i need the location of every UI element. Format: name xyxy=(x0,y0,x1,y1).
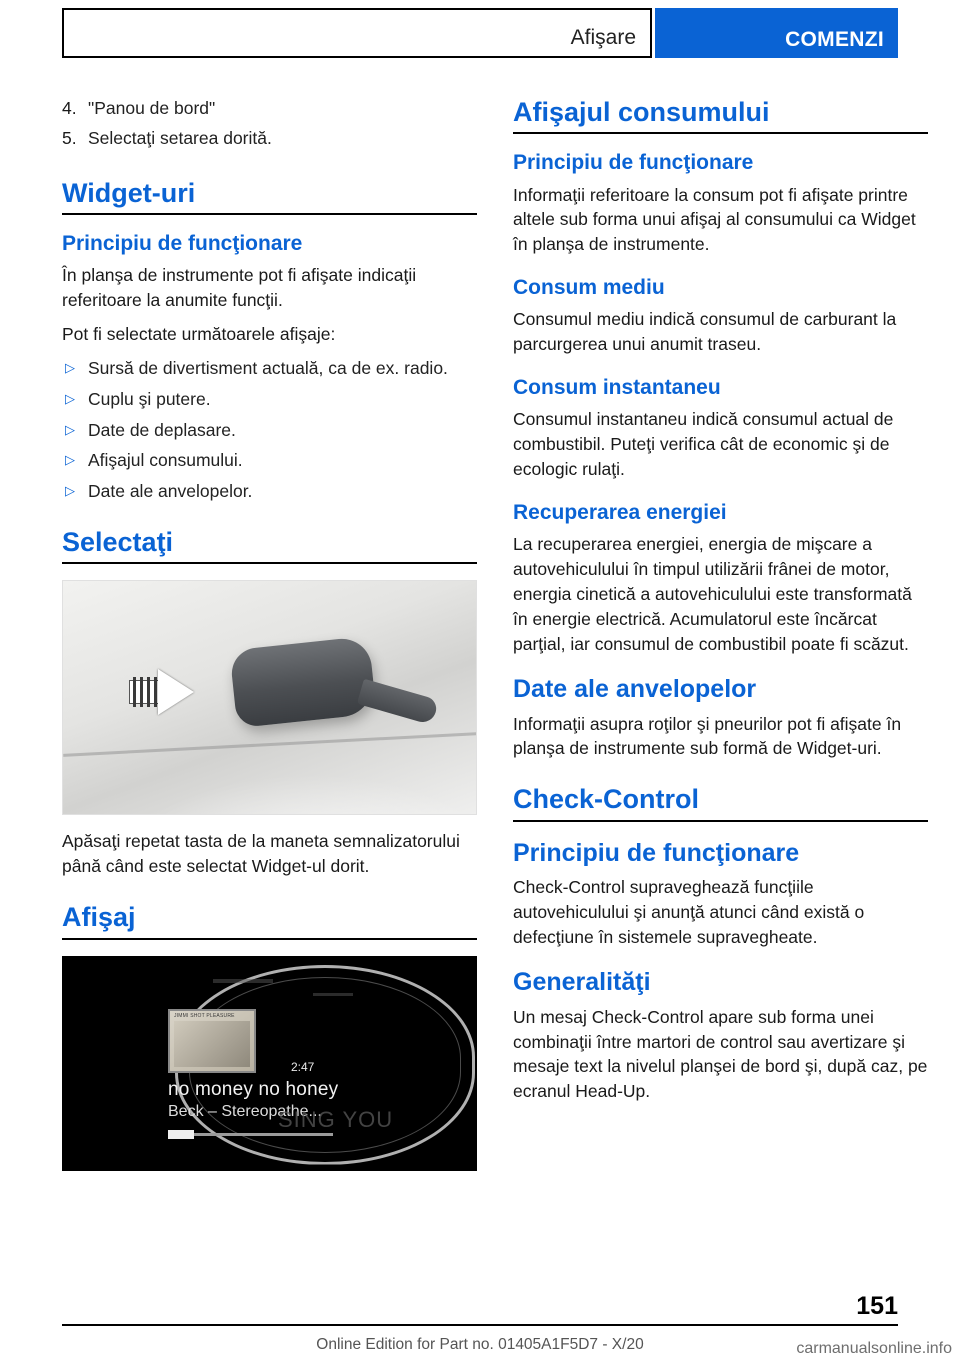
bullet-text: Date ale anvelopelor. xyxy=(88,481,253,502)
arrow-right-icon xyxy=(158,669,194,715)
heading-consum-instantaneu: Consum instantaneu xyxy=(513,376,721,400)
screen-speck xyxy=(313,993,353,996)
header-chapter-box xyxy=(655,8,898,58)
door-edge-line xyxy=(63,733,477,758)
left-column xyxy=(62,96,477,1185)
triangle-bullet-icon: ▷ xyxy=(65,421,75,437)
page-number: 151 xyxy=(856,1292,898,1320)
heading-date-anvelopelor: Date ale anvelopelor xyxy=(513,675,757,704)
bullet-text: Date de deplasare. xyxy=(88,419,236,440)
footer-edition-note: Online Edition for Part no. 01405A1F5D7 - X/20 xyxy=(316,1336,644,1353)
paragraph-consum-principiu: Informaţii referitoare la consum pot fi afişate printre altele sub forma unui afişaj al consumului ca Widget în planşa de instrumente. xyxy=(513,184,916,255)
paragraph-principiu-2: Pot fi selectate următoarele afişaje: xyxy=(62,324,336,345)
track-progress-bar xyxy=(168,1133,333,1136)
page-header xyxy=(0,0,960,66)
bullet-text: Sursă de divertisment actuală, ca de ex. radio. xyxy=(88,357,448,378)
figure-caption-mirror: Apăsaţi repetat tasta de la maneta semnalizatorului până când este selectat Widget-ul dorit. xyxy=(62,831,460,877)
background-text: SING YOU xyxy=(278,1106,394,1132)
track-artist: Beck – Stereopathe... xyxy=(168,1102,322,1120)
watermark-label: carmanualsonline.info xyxy=(796,1340,952,1357)
triangle-bullet-icon: ▷ xyxy=(65,452,75,468)
bullet-list-displays xyxy=(62,356,477,504)
heading-selectati: Selectaţi xyxy=(62,526,477,564)
triangle-bullet-icon: ▷ xyxy=(65,390,75,406)
mirror-arm-shape xyxy=(357,679,439,725)
step-text: Selectaţi setarea dorită. xyxy=(88,127,272,148)
track-time: 2:47 xyxy=(291,1059,315,1074)
heading-consum-principiu: Principiu de funcţionare xyxy=(513,151,754,175)
list-item xyxy=(62,448,477,473)
right-column xyxy=(513,96,928,1113)
list-item xyxy=(62,126,477,151)
footer-divider xyxy=(62,1324,898,1326)
heading-principiu-functionare: Principiu de funcţionare xyxy=(62,232,303,256)
section-title-widgets: Widget-uri xyxy=(62,177,477,215)
list-item xyxy=(62,356,477,381)
page-footer xyxy=(62,1292,898,1326)
bullet-text: Afişajul consumului. xyxy=(88,450,243,471)
album-cover-caption: JIMMI SHOT PLEASURE xyxy=(174,1012,235,1019)
instrument-display-photo xyxy=(62,956,477,1171)
track-title: no money no honey xyxy=(168,1078,339,1100)
paragraph-check-principiu: Check-Control supraveghează funcţiile autovehiculului şi anunţă atunci când există o defecţiune în sistemele supravegheate. xyxy=(513,876,865,947)
list-item xyxy=(62,387,477,412)
triangle-bullet-icon: ▷ xyxy=(65,359,75,375)
heading-check-principiu: Principiu de funcţionare xyxy=(513,838,800,867)
heading-consum-mediu: Consum mediu xyxy=(513,276,665,300)
screen-speck xyxy=(213,979,273,983)
heading-generalitati: Generalităţi xyxy=(513,968,651,997)
header-chapter-label: COMENZI xyxy=(785,28,884,51)
header-section-box xyxy=(62,8,652,58)
paragraph-consum-instantaneu: Consumul instantaneu indică consumul actual de combustibil. Puteţi verifica cât de economic şi de ecologic rulaţi. xyxy=(513,409,894,480)
list-item xyxy=(62,479,477,504)
section-title-consum: Afişajul consumului xyxy=(513,96,928,134)
step-number: 5. xyxy=(62,127,77,148)
bullet-text: Cuplu şi putere. xyxy=(88,388,211,409)
mirror-housing-shape xyxy=(229,636,376,728)
header-section-label: Afişare xyxy=(570,26,636,49)
triangle-bullet-icon: ▷ xyxy=(65,483,75,499)
hatch-pattern-icon xyxy=(133,677,161,707)
album-cover-image xyxy=(174,1021,250,1067)
section-title-check-control: Check-Control xyxy=(513,783,928,821)
list-item xyxy=(62,96,477,121)
mirror-control-photo xyxy=(62,580,477,815)
list-item xyxy=(62,418,477,443)
step-text: "Panou de bord" xyxy=(88,98,216,118)
heading-recuperarea-energiei: Recuperarea energiei xyxy=(513,500,727,524)
step-number: 4. xyxy=(62,98,77,118)
paragraph-consum-mediu: Consumul mediu indică consumul de carburant la parcurgerea unui anumit traseu. xyxy=(513,309,897,355)
paragraph-principiu-1: În planşa de instrumente pot fi afişate indicaţii referitoare la anumite funcţii. xyxy=(62,265,417,311)
heading-afisaj: Afişaj xyxy=(62,901,477,939)
paragraph-date-anvelopelor: Informaţii asupra roţilor şi pneurilor pot fi afişate în planşa de instrumente sub formă de Widget-uri. xyxy=(513,713,902,759)
paragraph-generalitati: Un mesaj Check-Control apare sub forma unei combinaţii între martori de control sau avertizare şi mesaje text la nivelul planşei de bord şi, după caz, pe ecranul Head-Up. xyxy=(513,1006,928,1102)
paragraph-recuperarea-energiei: La recuperarea energiei, energia de mişcare a autovehiculului în timpul utilizării frânei de motor, energia cinetică a autovehiculului este transformată în energie electrică. Acumulatorul este încărcat parţial, iar consumul de combustibil poate fi scăzut. xyxy=(513,534,912,654)
numbered-steps xyxy=(62,96,477,151)
album-cover-art xyxy=(168,1009,256,1073)
